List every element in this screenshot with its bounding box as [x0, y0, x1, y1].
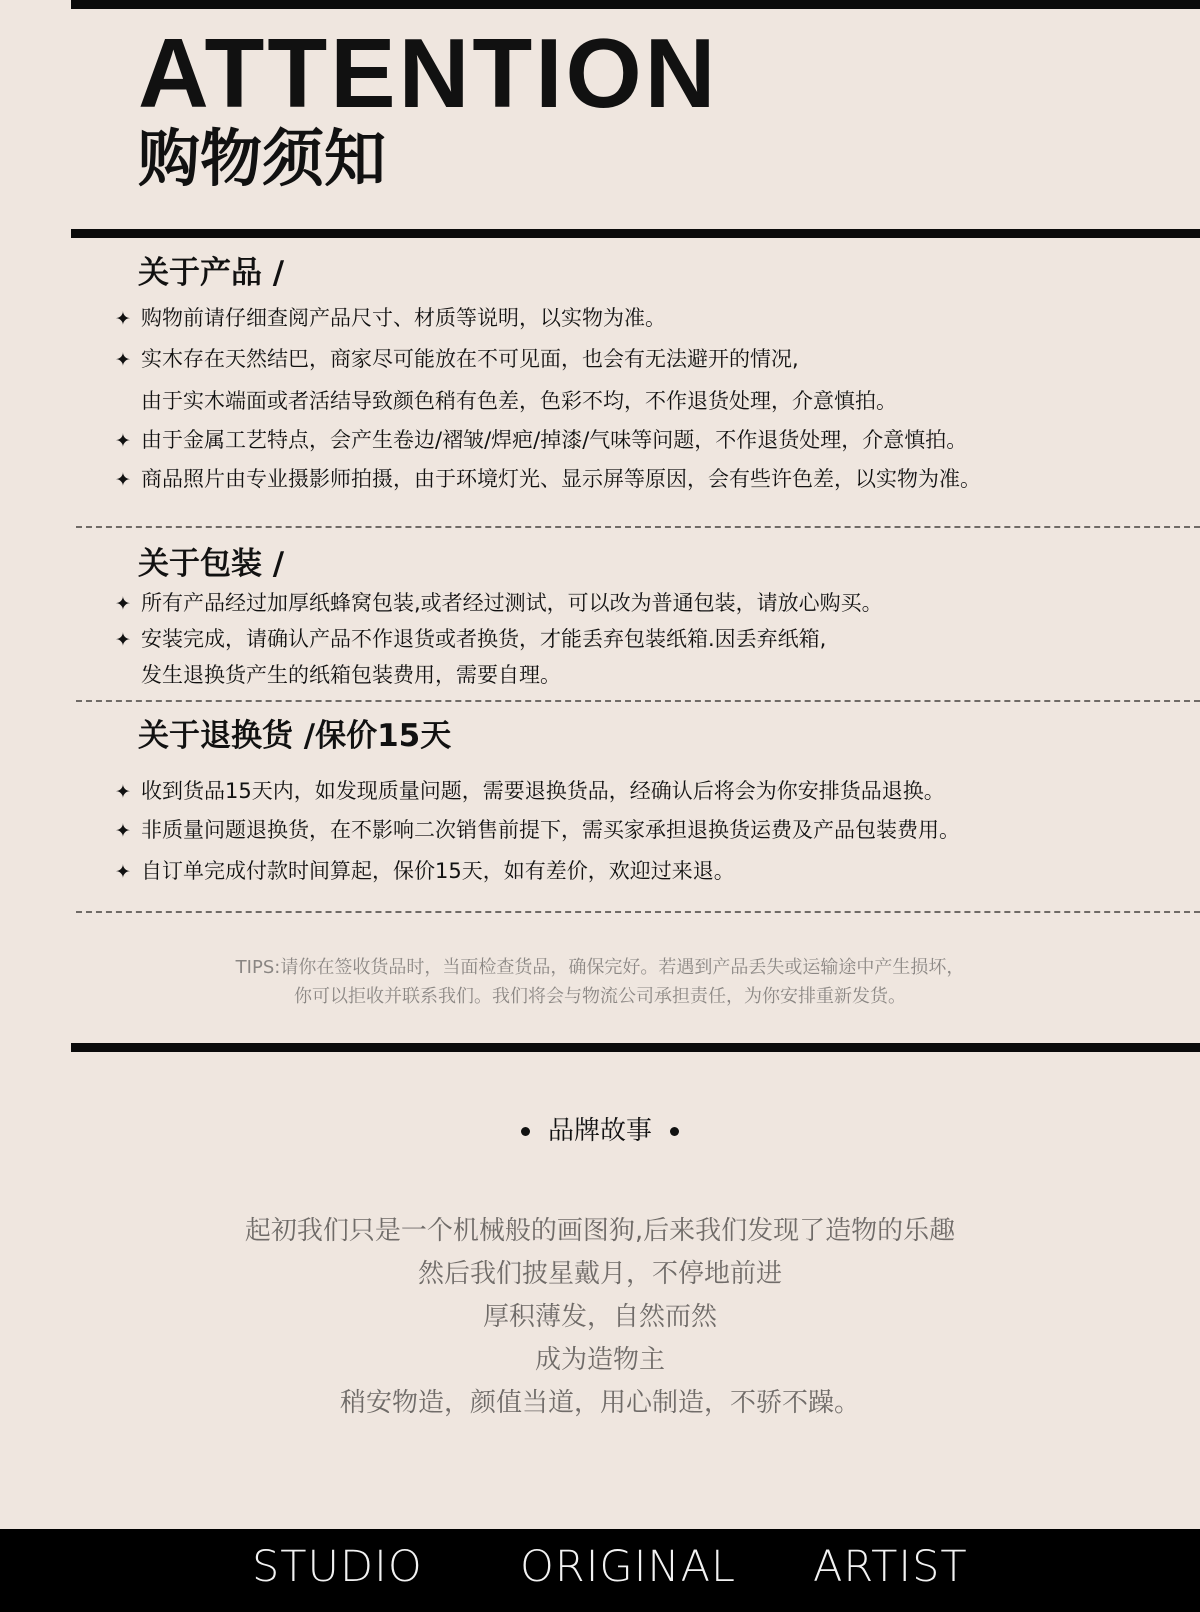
brand-rule: [71, 1043, 1200, 1052]
dashed-divider: [76, 911, 1200, 913]
story-line: 起初我们只是一个机械般的画图狗,后来我们发现了造物的乐趣: [244, 1216, 956, 1246]
star-bullet-icon: ✦: [115, 629, 131, 651]
footer-word-artist: ARTIST: [813, 1542, 968, 1592]
footer-word-studio: STUDIO: [252, 1542, 423, 1592]
list-item: ✦ 所有产品经过加厚纸蜂窝包装,或者经过测试，可以改为普通包装，请放心购买。: [115, 591, 883, 615]
star-bullet-icon: ✦: [115, 308, 131, 330]
header-rule: [71, 229, 1200, 238]
list-item: ✦ 非质量问题退换货，在不影响二次销售前提下，需买家承担退换货运费及产品包装费用。: [115, 818, 960, 842]
brand-heading: 品牌故事: [0, 1118, 1200, 1144]
section-title-packaging: 关于包装 /: [138, 546, 285, 582]
list-item: ✦ 由于金属工艺特点，会产生卷边/褶皱/焊疤/掉漆/气味等问题，不作退货处理，介意慎拍。: [115, 428, 968, 452]
list-item: ✦ 收到货品15天内，如发现质量问题，需要退换货品，经确认后将会为你安排货品退换。: [115, 779, 945, 803]
footer-word-original: ORIGINAL: [520, 1542, 736, 1592]
top-rule: [71, 0, 1200, 9]
page-title: ATTENTION: [138, 18, 719, 128]
tips-line: 你可以拒收并联系我们。我们将会与物流公司承担责任，为你安排重新发货。: [294, 986, 906, 1007]
story-line: 成为造物主: [534, 1345, 665, 1375]
section-title-product: 关于产品 /: [138, 255, 285, 291]
dot-icon: [670, 1127, 679, 1136]
star-bullet-icon: ✦: [115, 430, 131, 452]
star-bullet-icon: ✦: [115, 349, 131, 371]
star-bullet-icon: ✦: [115, 820, 131, 842]
tips-line: TIPS:请你在签收货品时，当面检查货品，确保完好。若遇到产品丢失或运输途中产生损坏，: [235, 957, 965, 978]
footer-bar: [0, 1529, 1200, 1612]
list-item-continuation: 由于实木端面或者活结导致颜色稍有色差，色彩不均，不作退货处理，介意慎拍。: [141, 389, 897, 413]
star-bullet-icon: ✦: [115, 469, 131, 491]
list-item: ✦ 商品照片由专业摄影师拍摄，由于环境灯光、显示屏等原因，会有些许色差，以实物为准。: [115, 467, 981, 491]
dashed-divider: [76, 700, 1200, 702]
dashed-divider: [76, 526, 1200, 528]
star-bullet-icon: ✦: [115, 593, 131, 615]
list-item: ✦ 安装完成，请确认产品不作退货或者换货，才能丢弃包装纸箱.因丢弃纸箱,: [115, 627, 827, 651]
list-item: ✦ 购物前请仔细查阅产品尺寸、材质等说明，以实物为准。: [115, 306, 666, 330]
page-subtitle: 购物须知: [138, 122, 387, 195]
section-title-returns: 关于退换货 /保价15天: [138, 718, 452, 754]
list-item-continuation: 发生退换货产生的纸箱包装费用，需要自理。: [141, 663, 561, 687]
star-bullet-icon: ✦: [115, 781, 131, 803]
dot-icon: [521, 1127, 530, 1136]
list-item: ✦ 自订单完成付款时间算起，保价15天，如有差价，欢迎过来退。: [115, 859, 735, 883]
story-line: 稍安物造，颜值当道，用心制造，不骄不躁。: [339, 1388, 860, 1418]
story-line: 厚积薄发，自然而然: [482, 1302, 717, 1332]
star-bullet-icon: ✦: [115, 861, 131, 883]
story-line: 然后我们披星戴月，不停地前进: [417, 1259, 782, 1289]
list-item: ✦ 实木存在天然结巴，商家尽可能放在不可见面，也会有无法避开的情况,: [115, 347, 799, 371]
